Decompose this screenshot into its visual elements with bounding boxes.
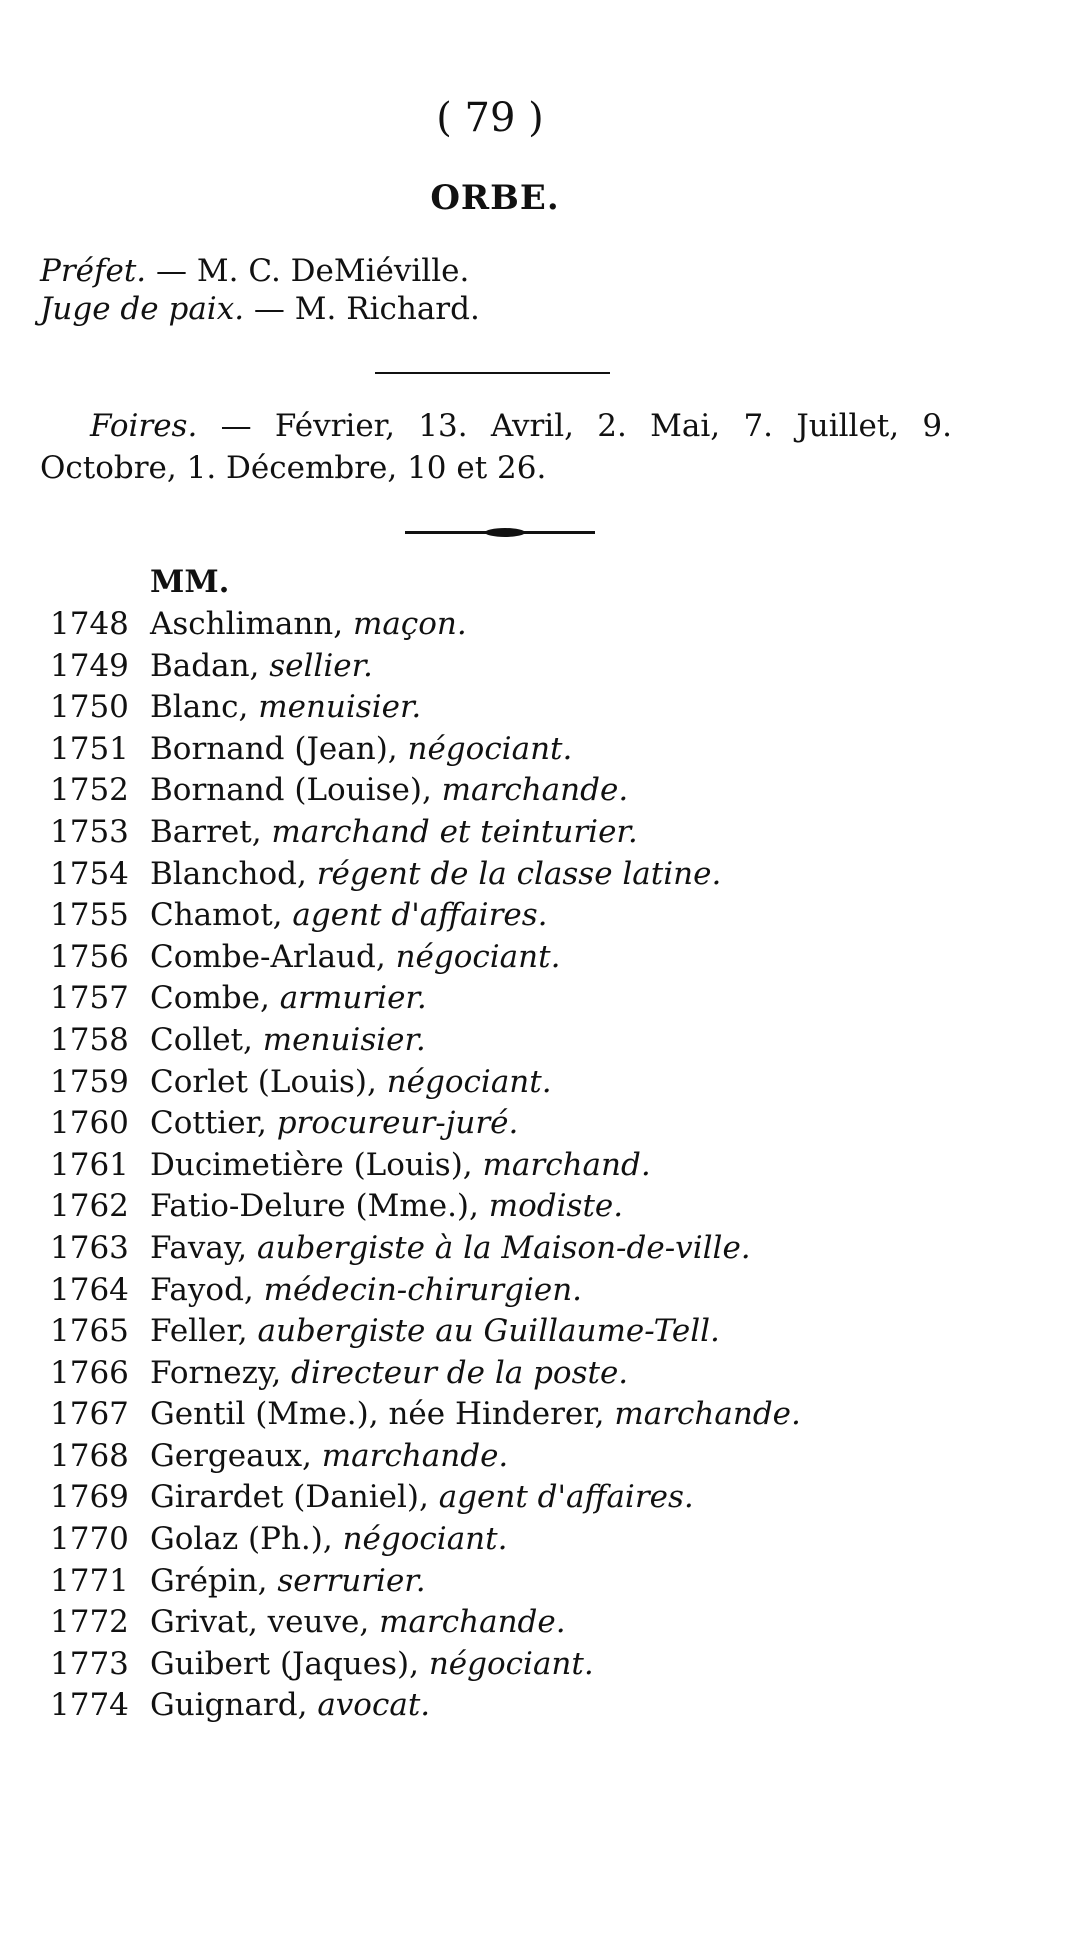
official-name: M. C. DeMiéville. (196, 253, 470, 289)
entry-profession: menuisier. (262, 1021, 426, 1058)
entry-profession: marchande. (614, 1396, 801, 1433)
entry-name: Gergeaux, (150, 1437, 322, 1474)
entry-profession: marchande. (441, 772, 629, 809)
entry-number: 1765 (50, 1313, 129, 1350)
entry-profession: négociant. (428, 1645, 594, 1682)
entry-name: Guibert (Jaques), (150, 1645, 429, 1682)
fairs-text: — Février, 13. Avril, 2. Mai, 7. Juillet, 9. Octobre, 1. Décembre, 10 et 26. (40, 408, 952, 486)
entry-number: 1763 (50, 1229, 129, 1266)
entry-number: 1769 (50, 1479, 129, 1516)
official-separator: — (244, 291, 295, 327)
entry-name: Badan, (150, 647, 270, 684)
entry-number: 1752 (50, 772, 129, 809)
official-role: Juge de paix. (40, 291, 245, 327)
entry-number: 1754 (50, 855, 129, 892)
entry-number: 1773 (50, 1645, 129, 1682)
list-item (50, 1436, 970, 1478)
list-item (50, 1311, 970, 1353)
entry-name: Blanc, (150, 689, 259, 726)
entry-profession: marchand et teinturier. (271, 813, 638, 850)
entry-number: 1770 (50, 1521, 129, 1558)
entry-name: Combe, (150, 980, 280, 1017)
entry-profession: maçon. (352, 606, 467, 642)
entry-profession: négociant. (395, 938, 561, 975)
list-item (50, 1145, 970, 1187)
entry-profession: marchand. (482, 1146, 651, 1183)
entry-name: Aschlimann, (150, 606, 353, 642)
list-item (50, 687, 970, 729)
entry-number: 1748 (50, 606, 129, 642)
list-item (50, 1062, 970, 1104)
entry-profession: agent d'affaires. (438, 1479, 694, 1516)
entry-number: 1762 (50, 1188, 129, 1225)
entry-number: 1759 (50, 1063, 129, 1100)
entry-profession: négociant. (386, 1063, 552, 1100)
entry-name: Grépin, (150, 1562, 278, 1599)
entry-profession: négociant. (407, 730, 573, 767)
list-item (50, 854, 970, 896)
entry-name: Ducimetière (Louis), (150, 1146, 483, 1183)
entry-number: 1757 (50, 980, 129, 1017)
entry-number: 1751 (50, 730, 129, 767)
entry-name: Fayod, (150, 1271, 264, 1308)
list-item (50, 1353, 970, 1395)
entry-name: Grivat, veuve, (150, 1604, 380, 1641)
entry-number: 1771 (50, 1562, 129, 1599)
entry-profession: médecin-chirurgien. (263, 1271, 583, 1308)
entry-profession: marchande. (379, 1604, 566, 1641)
list-item (50, 1644, 970, 1686)
entry-name: Blanchod, (150, 855, 317, 892)
entry-profession: régent de la classe latine. (316, 855, 722, 892)
list-item (50, 1602, 970, 1644)
entry-profession: armurier. (279, 980, 427, 1017)
list-item (50, 646, 970, 688)
entry-profession: sellier. (269, 647, 373, 684)
list-item (50, 978, 970, 1020)
directory-list (50, 604, 970, 1727)
entry-number: 1758 (50, 1021, 129, 1058)
entry-number: 1767 (50, 1396, 129, 1433)
official-prefect (40, 252, 480, 290)
official-role: Préfet. (40, 253, 147, 289)
list-item (50, 1020, 970, 1062)
entry-profession: directeur de la poste. (291, 1354, 629, 1391)
entry-name: Gentil (Mme.), née Hinderer, (150, 1396, 615, 1433)
entry-name: Cottier, (150, 1105, 277, 1142)
entry-number: 1750 (50, 689, 129, 726)
list-item (50, 1270, 970, 1312)
list-item (50, 1103, 970, 1145)
entry-number: 1764 (50, 1271, 129, 1308)
entry-profession: aubergiste au Guillaume-Tell. (257, 1313, 720, 1350)
entry-name: Fatio-Delure (Mme.), (150, 1188, 489, 1225)
entry-number: 1760 (50, 1105, 129, 1142)
entry-name: Fornezy, (150, 1354, 292, 1391)
list-item (50, 937, 970, 979)
entry-name: Barret, (150, 813, 272, 850)
entry-name: Bornand (Jean), (150, 730, 408, 767)
entry-number: 1749 (50, 647, 129, 684)
entry-name: Feller, (150, 1313, 258, 1350)
entry-number: 1756 (50, 938, 129, 975)
entry-name: Bornand (Louise), (150, 772, 442, 809)
town-heading: ORBE. (430, 178, 560, 218)
official-judge (40, 290, 480, 328)
list-item (50, 1561, 970, 1603)
entry-number: 1761 (50, 1146, 129, 1183)
entry-profession: modiste. (488, 1188, 624, 1225)
entry-name: Guignard, (150, 1687, 318, 1724)
entry-profession: marchande. (321, 1437, 509, 1474)
list-item (50, 812, 970, 854)
list-item (50, 1186, 970, 1228)
list-heading: MM. (150, 564, 230, 600)
entry-number: 1755 (50, 897, 129, 934)
list-item (50, 1685, 970, 1727)
entry-name: Corlet (Louis), (150, 1063, 387, 1100)
list-item (50, 1477, 970, 1519)
entry-name: Favay, (150, 1229, 257, 1266)
entry-number: 1753 (50, 813, 129, 850)
fairs-paragraph (40, 405, 952, 489)
entry-number: 1772 (50, 1604, 129, 1641)
entry-profession: procureur-juré. (276, 1105, 519, 1142)
page-number: ( 79 ) (436, 95, 544, 141)
officials-block (40, 252, 480, 328)
entry-profession: aubergiste à la Maison-de-ville. (257, 1229, 751, 1266)
entry-profession: avocat. (317, 1687, 431, 1724)
entry-name: Golaz (Ph.), (150, 1521, 343, 1558)
entry-number: 1774 (50, 1687, 129, 1724)
list-item (50, 895, 970, 937)
list-item (50, 729, 970, 771)
entry-profession: négociant. (342, 1521, 508, 1558)
list-item (50, 1394, 970, 1436)
official-name: M. Richard. (294, 291, 480, 327)
official-separator: — (146, 253, 197, 289)
fairs-label: Foires. (90, 408, 198, 444)
entry-profession: menuisier. (258, 689, 422, 726)
entry-name: Girardet (Daniel), (150, 1479, 439, 1516)
list-item (50, 1519, 970, 1561)
entry-profession: agent d'affaires. (292, 897, 548, 934)
entry-name: Combe-Arlaud, (150, 938, 396, 975)
list-item (50, 770, 970, 812)
ornament-rule (405, 531, 595, 534)
entry-name: Chamot, (150, 897, 293, 934)
divider-rule (375, 372, 610, 374)
entry-number: 1768 (50, 1437, 129, 1474)
entry-number: 1766 (50, 1354, 129, 1391)
entry-name: Collet, (150, 1021, 263, 1058)
entry-profession: serrurier. (277, 1562, 426, 1599)
list-item (50, 1228, 970, 1270)
list-item (50, 604, 970, 646)
